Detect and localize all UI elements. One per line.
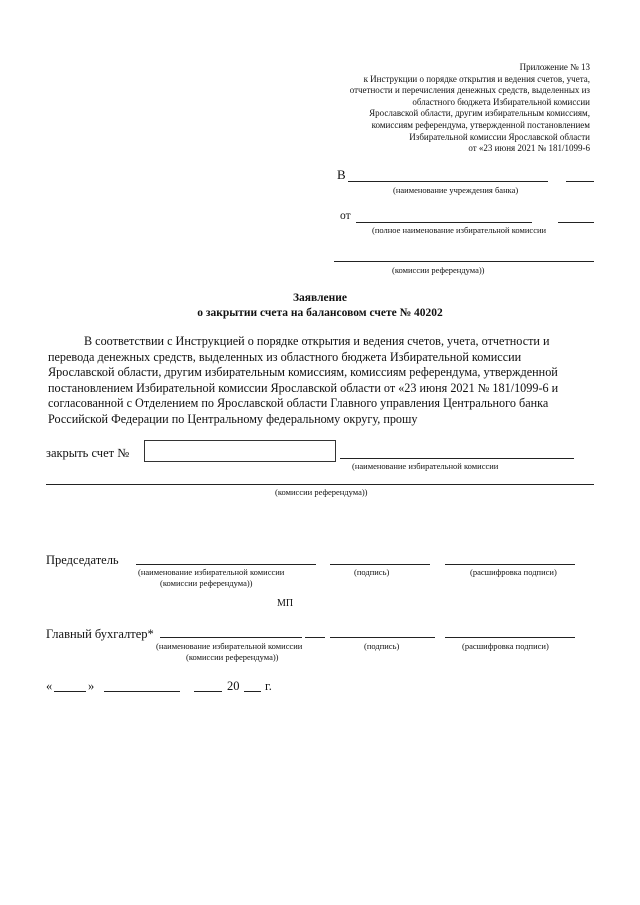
to-prefix: В [337, 167, 346, 182]
appendix-line: Избирательной комиссии Ярославской области [409, 131, 590, 142]
date-year-prefix: 20 [227, 679, 240, 693]
accountant-commission-line-extra[interactable] [305, 637, 325, 638]
appendix-line: комиссиям референдума, утвержденной постановлением [371, 119, 590, 130]
document-subtitle: о закрытии счета на балансовом счете № 40202 [197, 307, 443, 319]
commission-name-line[interactable] [356, 222, 532, 223]
bank-name-caption: (наименование учреждения банка) [393, 185, 519, 195]
date-open-quote: « [46, 679, 53, 693]
appendix-line: от «23 июня 2021 № 181/1099-6 [468, 143, 590, 154]
date-year-suffix: г. [265, 679, 272, 693]
chairman-decode-line[interactable] [445, 564, 575, 565]
chairman-commission-line[interactable] [136, 564, 316, 565]
commission-name-caption-2: (комиссии референдума)) [392, 265, 485, 275]
stamp-placeholder: МП [277, 598, 294, 609]
body-line: В соответствии с Инструкцией о порядке открытия и ведения счетов, учета, отчетности и [84, 334, 550, 348]
date-month-line[interactable] [104, 691, 180, 692]
date-extra-line[interactable] [194, 691, 222, 692]
body-line: Российской Федерации по Центральному федеральному округу, прошу [48, 411, 418, 426]
accountant-decode-caption: (расшифровка подписи) [462, 641, 549, 651]
accountant-commission-caption: (наименование избирательной комиссии [156, 641, 303, 651]
chairman-signature-caption: (подпись) [354, 567, 390, 577]
chairman-signature-line[interactable] [330, 564, 430, 565]
chairman-commission-caption-2: (комиссии референдума)) [160, 578, 253, 588]
date-year-line[interactable] [244, 691, 261, 692]
appendix-header [290, 62, 590, 155]
close-commission-line-2[interactable] [46, 484, 594, 485]
body-line: постановлением Избирательной комиссии Ярославской области от «23 июня 2021 № 181/1099-6 и [48, 380, 559, 395]
date-close-quote: » [88, 679, 95, 693]
body-line: согласованной с Отделением по Ярославской области Главного управления Центрального банка [48, 396, 549, 411]
document-title: Заявление [292, 292, 347, 304]
date-day-line[interactable] [54, 691, 86, 692]
bank-name-line-extra[interactable] [566, 181, 594, 182]
body-paragraph [48, 334, 597, 428]
commission-name-line-2[interactable] [334, 261, 594, 262]
appendix-line: к Инструкции о порядке открытия и ведения счетов, учета, [363, 73, 590, 84]
body-line: перевода денежных средств, выделенных из областного бюджета Избирательной комиссии [48, 349, 522, 364]
body-line: Ярославской области, другим избирательным комиссиям, комиссиям референдума, утвержденной [48, 365, 558, 380]
close-commission-line[interactable] [340, 458, 574, 459]
chairman-label: Председатель [46, 553, 119, 567]
close-commission-caption-2: (комиссии референдума)) [275, 487, 368, 497]
chairman-decode-caption: (расшифровка подписи) [470, 567, 557, 577]
bank-name-line[interactable] [348, 181, 548, 182]
accountant-commission-caption-2: (комиссии референдума)) [186, 652, 279, 662]
appendix-line: Ярославской области, другим избирательным комиссиям, [369, 108, 590, 119]
from-prefix: от [340, 210, 351, 222]
appendix-line: Приложение № 13 [519, 62, 590, 72]
accountant-signature-caption: (подпись) [364, 641, 400, 651]
accountant-decode-line[interactable] [445, 637, 575, 638]
commission-name-caption: (полное наименование избирательной комиссии [372, 225, 547, 235]
chairman-commission-caption: (наименование избирательной комиссии [138, 567, 285, 577]
accountant-signature-line[interactable] [330, 637, 435, 638]
accountant-label: Главный бухгалтер* [46, 627, 154, 641]
commission-name-line-extra[interactable] [558, 222, 594, 223]
appendix-line: отчетности и перечисления денежных средств, выделенных из [349, 85, 590, 96]
close-account-label: закрыть счет № [46, 446, 130, 460]
appendix-line: областного бюджета Избирательной комиссии [412, 96, 590, 107]
accountant-commission-line[interactable] [160, 637, 302, 638]
close-commission-caption: (наименование избирательной комиссии [352, 461, 499, 471]
account-number-field[interactable] [144, 440, 336, 462]
